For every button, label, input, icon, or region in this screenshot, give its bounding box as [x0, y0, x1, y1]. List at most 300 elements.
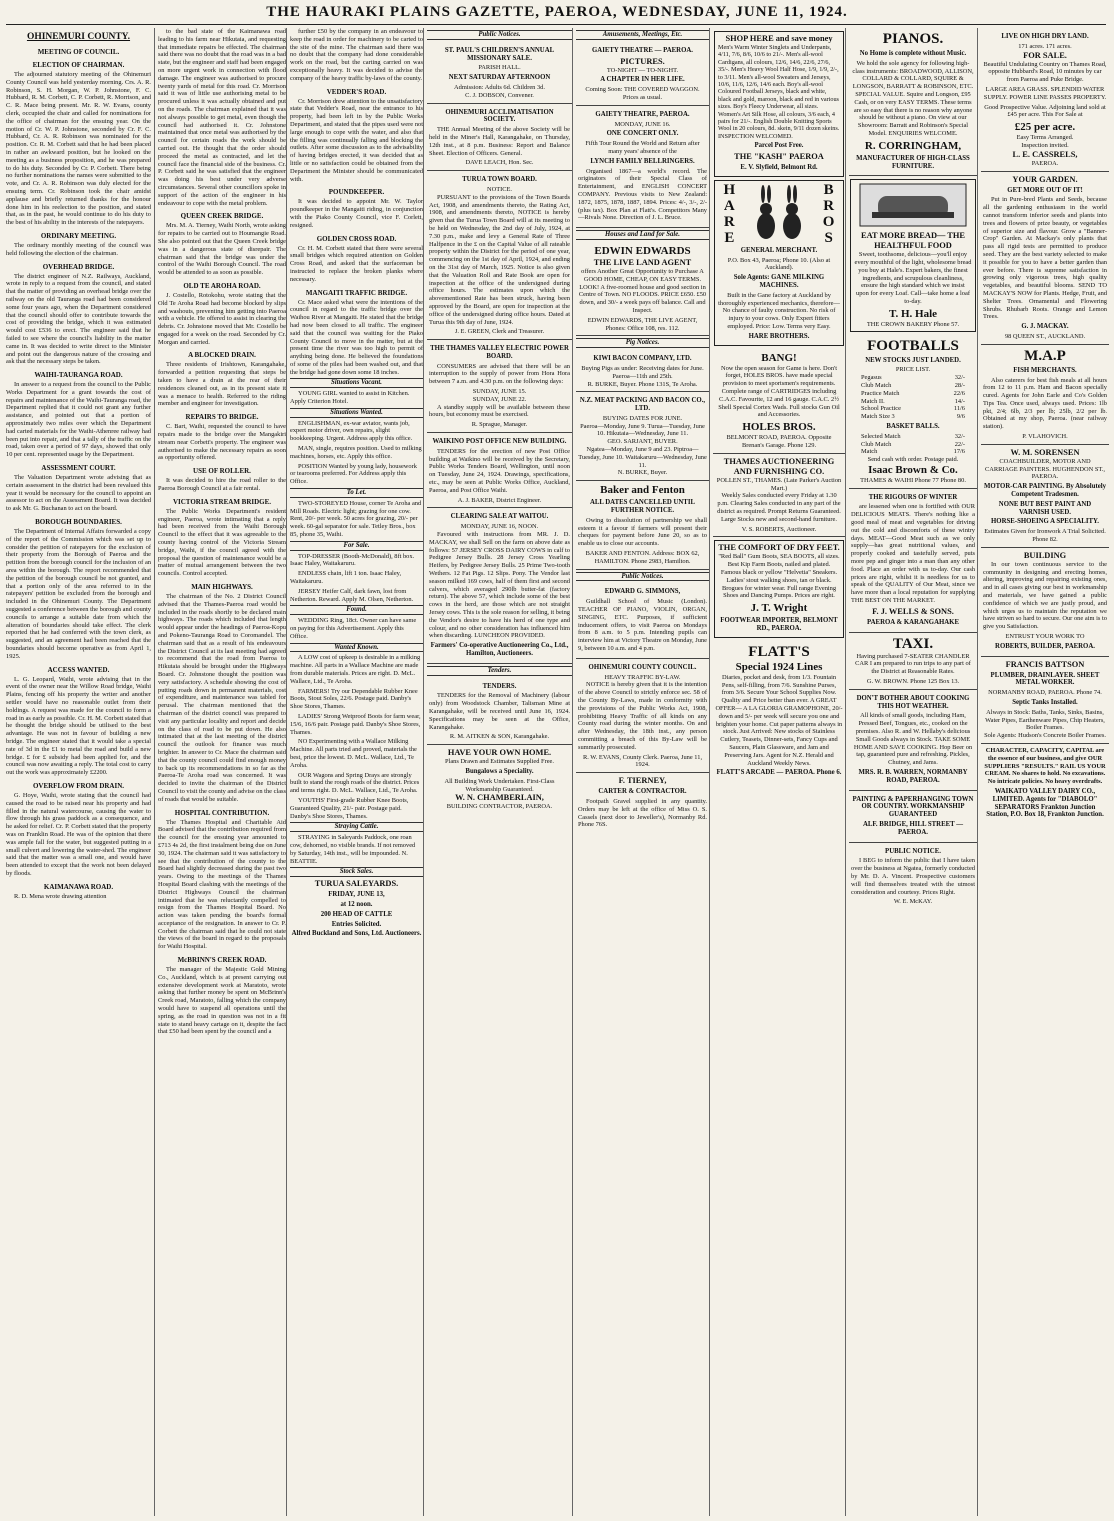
ad-text: CHARACTER, CAPACITY, CAPITAL are the essence of our business, and give OUR SUPPLIERS "RESULTS." RAIL US YOUR CREAM. No shares to hold. No excavations. No intricate policies. No heavy overdrafts.	[984, 746, 1106, 786]
ad-title: ST. PAUL'S CHILDREN'S ANNUAL MISSIONARY SALE.	[444, 46, 555, 62]
ad-text: Now the open season for Game is here. Don't forget, HOLES BROS. have made special provision to meet sportsmen's requirements. Complete range of CARTRIDGES including C.A.C. Favourite, 12 and 16 gauge. C.A.C. 2½ Shell Special Cortex Wads. Full stocks Gun Oil and Accessories.	[718, 364, 840, 419]
masthead: THE HAURAKI PLAINS GAZETTE, PAEROA, WEDNESDAY, JUNE 11, 1924.	[266, 4, 848, 20]
price-item: School Practice	[861, 405, 901, 413]
ad-text: Ngatea—Monday, June 9 and 23. Piptroa—Tuesday, June 10. Waitakaruru—Wednesday, June 11.	[578, 446, 707, 469]
price-value: 17/6	[953, 448, 965, 456]
ad-signature: PAEROA & KARANGAHAKE	[866, 618, 959, 626]
classified-heading: Public Notices.	[576, 572, 709, 582]
ad-title: W. M. SORENSEN	[1010, 447, 1080, 457]
ad-text: TENDERS for the Removal of Machinery (labour only) from Woodstock Chamber, Talisman Mine at Karangahake, will be received until June 16, 1924. Specifications may be seen at the Office, Karangahake.	[429, 692, 570, 731]
logo-letter: O	[822, 213, 835, 230]
ad-nz-meat	[576, 392, 709, 481]
bakery-illustration-icon	[858, 182, 968, 228]
column-8	[977, 28, 1109, 1516]
ad-title: YOUR GARDEN.	[1012, 174, 1078, 184]
ad-title: TENDERS.	[482, 682, 517, 690]
ad-signature: THAMES & WAIHI Phone 77 Phone 80.	[860, 476, 966, 484]
ad-text: PICTURES.	[620, 56, 665, 66]
ad-title: TURUA SALEYARDS.	[314, 879, 399, 889]
ad-signature: Alfred Buckland and Sons, Ltd. Auctioneers.	[291, 930, 422, 938]
ad-signature: FLATT'S ARCADE — PAEROA. Phone 6.	[716, 769, 842, 777]
classified-ad: TWO-STOREYED House, corner Te Aroha and Mill Roads. Electric light; grazing for one cow. Rent, 20/- per week. 50 acres for grazing, 20/- per week. 60-gal separator for sale. Tetley Bros., box 85, phone 35, Waihi.	[290, 499, 422, 539]
section-heading: ACCESS WANTED.	[47, 665, 110, 674]
ad-time: at 12 noon.	[340, 900, 373, 908]
section-heading: WAIHI-TAURANGA ROAD.	[34, 371, 123, 380]
ad-subtitle: POLLEN ST., THAMES. (Late Parker's Auction Mart.)	[716, 476, 842, 492]
ad-subtitle: BUYING DATES FOR JUNE.	[602, 414, 683, 422]
ad-subtitle: COACHBUILDER, MOTOR AND CARRIAGE PAINTERS. HUGHENDON ST., PAEROA.	[984, 457, 1105, 481]
ad-text: are lessened when one is fortified with OUR DELICIOUS MEATS. There's nothing like a good meal of meat and vegetables for driving out the cold and discomforts of these wintry days. MEAT—Good Meat such as we only supply—has great nutritional values, and properly cooked and tastefully served, puts more pep and ginger into a man than any other food. Place an order with us to-day. Our cash prices are right, whilst it is needless for us to speak of the QUALITY of Our Meat, since we have more than a local reputation for supplying THE BEST ON THE MARKET.	[851, 503, 975, 605]
ad-text: "Red Ball" Gum Boots, SEA BOOTS, all sizes. Best Kip Farm Boots, nailed and plated. Famous black or yellow "Helvetia" Sneakers. Ladies' stout walking shoes, tan or black. Brogues for winter wear. Full range Evening Shoes and Dancing Pumps. Prices are right.	[718, 553, 840, 600]
ad-name: Isaac Brown & Co.	[868, 463, 958, 476]
ad-signature: R. Sprague, Manager.	[471, 421, 528, 429]
classified-ad: ENGLISHMAN, ex-war aviator, wants job, expert motor driver, own repairs, slight bookkeeping. Urgent. Address apply this office.	[290, 419, 413, 443]
price-item: Match Size 3	[861, 413, 895, 421]
ad-name: W. N. CHAMBERLAIN,	[455, 793, 544, 803]
ad-corringham	[849, 28, 977, 176]
price-item: Practice Match	[861, 389, 900, 397]
logo-letter: R	[823, 197, 835, 214]
ad-subtitle: Special 1924 Lines	[735, 660, 823, 673]
section-heading: A BLOCKED DRAIN.	[188, 351, 256, 360]
ad-name: F. J. WELLS & SONS.	[872, 606, 954, 616]
ad-power-board	[427, 340, 572, 433]
price-value: 11/6	[953, 405, 965, 413]
ad-title: FLATT'S	[748, 643, 810, 660]
ad-baker-fenton	[576, 481, 709, 569]
section-heading: QUEEN CREEK BRIDGE.	[180, 212, 264, 221]
ad-title: OHINEMURI COUNTY COUNCIL.	[588, 663, 697, 671]
ad-text: Beautiful Undulating Country on Thames Road, opposite Hubbard's Road, 10 minutes by car from Paeroa and Puke Bridge.	[983, 60, 1107, 84]
ad-kiwi-bacon	[576, 350, 709, 392]
article-text: further £50 by the company in an endeavour to keep the road in order for machinery to be carted to the site of the mine. The chairman said there was no doubt that the company had done considerable work on the road, but the carting carried on was exceptionally heavy. It was decided to advise the company of the heavy traffic by-laws of the county.	[290, 28, 423, 82]
price-row	[851, 413, 975, 421]
ad-text: 171 acres. 171 acres.	[1018, 42, 1072, 50]
ad-signature: J. E. GREEN, Clerk and Treasurer.	[454, 328, 545, 336]
article-text: C. Bart, Waihi, requested the council to have repairs made to the bridge over the Mangakiri stream near Corbett's property. The engineer was authorised to make the necessary repairs as soon as opportunity offered.	[158, 423, 286, 462]
price-item: Selected Match	[861, 432, 901, 440]
price-row	[851, 390, 975, 398]
article-text: Cr. H. M. Corbett stated that there were several small bridges which required attention on Golden Cross Road, and asked that the surfaceman be instructed to replace the broken planks where necessary.	[290, 244, 423, 283]
ad-text: Paeroa—Monday, June 9. Turua—Tuesday, June 10. Hikutaia—Wednesday, June 11.	[580, 422, 705, 438]
ad-signature: R. M. AITKEN & SON, Karangahake.	[449, 733, 550, 741]
ad-title: HAVE YOUR OWN HOME.	[447, 748, 552, 758]
ad-date: MONDAY, JUNE 16, NOON.	[460, 523, 539, 531]
price-value: 22/6	[953, 389, 965, 397]
ad-text: Septic Tanks Installed.	[1012, 699, 1078, 706]
article-text: Mrs. M. A. Tierney, Waihi North, wrote asking for repairs to be carried out to Houmangie Road. She also pointed out that the Queen Creek bridge was in a dangerous state of disrepair. The chairman said that the bridge was under the control of the Waihi Borough Council. The road would be attended to as soon as possible.	[158, 222, 286, 277]
ad-jt-wright	[714, 540, 844, 637]
ad-signature: N. BURKE, Buyer.	[617, 469, 668, 477]
article-text: The Thames Hospital and Charitable Aid Board advised that the contribution required from the council for the ensuing year amounted to £713 4s 2d, the first instalment being due on June 30, 1924. The chairman said it was satisfactory to see that the contribution of the county to the Board had slightly decreased during the past two years. Owing to the meetings of the Thames Hospital Board clashing with the meetings of the District Highways Council the chairman intimated that he was reluctantly compelled to resign from the Thames Hospital Board. No action was taken pending the board's formal acceptance of the resignation. In answer to Cr. P. Corbett the chairman said that he could not state the views of the board in regard to the proposals for Waihi Hospital.	[158, 818, 286, 951]
ad-text: NEXT SATURDAY AFTERNOON	[448, 74, 551, 82]
classified-heading: Stock Sales.	[290, 867, 423, 877]
ad-title: DON'T BOTHER ABOUT COOKING THIS HOT WEATHER.	[856, 694, 970, 710]
section-heading: MAIN HIGHWAYS.	[191, 583, 253, 592]
classified-heading: Situations Vacant.	[290, 378, 423, 388]
ad-battson	[981, 657, 1109, 744]
ad-subtitle: CARTER & CONTRACTOR.	[598, 788, 687, 796]
ad-text: offers Another Great Opportunity to Purchase A GOOD HOME, CHEAP, ON EASY TERMS. LOOK! A five-roomed house and good section in Centre of Town. NO FLOODS. PRICE £650. £50 down, and 30/- a week pays off balance. Call and Inspect.	[578, 267, 707, 314]
ad-title: M.A.P	[1024, 347, 1066, 364]
ad-text: All Building Work Undertaken. First-Class Workmanship Guaranteed.	[444, 777, 555, 793]
article-title: OHINEMURI COUNTY.	[26, 32, 131, 42]
logo-letters-right	[821, 182, 837, 246]
article-text: Three residents of Irishtown, Karangahake, forwarded a petition requesting that steps be taken to have a drain at the rear of their residences cleaned out, as in its present state it was a menace to health. Referred to the riding member and engineer for investigation.	[158, 361, 286, 408]
ad-date: SUNDAY, JUNE 15.	[472, 388, 527, 396]
ad-date: MONDAY, JUNE 16.	[614, 120, 671, 128]
ad-subtitle: PLUMBER, DRAINLAYER. SHEET METAL WORKER.	[990, 671, 1100, 687]
section-heading: GOLDEN CROSS ROAD.	[316, 234, 397, 243]
ad-signature: EDWIN EDWARDS, THE LIVE AGENT, Phones: Office 108, res. 112.	[587, 316, 698, 332]
ad-date: SUNDAY, JUNE 22.	[472, 395, 527, 403]
article-text: The manager of the Majestic Gold Mining Co., Auckland, which is at present carrying out extensive development work at Maratoto, wrote asking that further money be spent on McBrinn's Creek road, Maratoto, falling which the company would have to suspend all operations until the spring, as the road in question was not in a fit state to stand heavy cartage on it, despite the fact that £50 had been spent by the council and a	[158, 966, 286, 1036]
ad-text: Send cash with order. Postage paid.	[867, 456, 959, 464]
article-text: L. G. Leopard, Waihi, wrote advising that in the event of the owner near the Willow Road bridge, Waihi Plains, fencing off his property the writer and another settler would have no reasonable outlet from their holdings. A request was made for the council to form a road in as early as possible. Cr. H. M. Corbett stated that he thought the bridge should be utilised to the best advantage. He was not in favour of building a new bridge. The engineer stated that it would take a special rate of 3d in the £1 to metal the road and build a new bridge. £ for £ subsidy had been applied for, and the council was now awaiting a reply. The total cost to carry out the work was approximately £2200.	[6, 675, 151, 777]
ad-text: NONE BUT BEST PAINT AND VARNISH USED.	[998, 500, 1092, 516]
article-text: The ordinary monthly meeting of the council was held following the election of the chairman.	[6, 241, 151, 257]
ad-title: BANG!	[761, 351, 797, 364]
article-subtitle: MEETING OF COUNCIL.	[37, 48, 120, 56]
ad-signature: FOOTWEAR IMPORTER, BELMONT RD., PAEROA.	[720, 617, 838, 632]
ad-title: Baker and Fenton	[600, 484, 685, 497]
ad-signature: A. J. BAKER, District Engineer.	[457, 496, 542, 504]
section-heading: HOSPITAL CONTRIBUTION.	[174, 808, 270, 817]
classified-ad: POSITION Wanted by young lady, housework or tearooms preferred. For Address apply this Office.	[290, 462, 417, 486]
article-text: Cr. Morrison drew attention to the unsatisfactory state that Vedder's Road, near the entrance to his property, had been left in by the Public Works Department, and stated that the pipes used were not large enough to cope with the water, and also that the filling was continually falling and blocking the outlets. After some discussion as to the advisability of having bridges erected, it was decided that as little or no satisfaction could be obtained from the Department the Minister should be communicated with.	[290, 97, 423, 183]
ad-text: Built in the Gane factory at Auckland by thoroughly experienced mechanics, therefore—No chance of faulty construction. No risk of injury to your cows. Only Expert fitters employed. Price: Low. Terms very Easy.	[718, 291, 840, 331]
ad-turua-town-board	[427, 171, 572, 340]
ad-title: THE THAMES VALLEY ELECTRIC POWER BOARD.	[430, 345, 569, 360]
ad-text: In our town continuous service to the community in designing and erecting homes, altering, improving and repairing existing ones, and in all cases giving our best in workmanship and materials, we have gained a public confidence of which we are justly proud, and which urges us to maintain the reputation we have striven so hard to secure. Our one aim is to give you Satisfaction.	[983, 560, 1107, 631]
ad-date: FRIDAY, JUNE 13,	[328, 891, 385, 899]
logo-letter: S	[824, 229, 833, 246]
price-row	[851, 448, 975, 456]
ad-text: NORMANBY ROAD, PAEROA. Phone 74.	[988, 689, 1102, 697]
ad-text: Buying Pigs as under: Receiving dates for June. Paeroa—11th and 25th.	[581, 364, 704, 380]
article-text: The Department of Internal Affairs forwarded a copy of the report of the Commission which was set up to consider the petition of ratepayers for the exclusion of their property from the Borough of Paeroa and the petition from the borough council for the inclusion of an area within the borough. The report recommended that the petition of the borough council be not granted, and that a portion only of the area referred to in the ratepayers' petition be excluded from the borough and included in the Ohinemuri County. The Department suggested a conference between the borough and county councils to arrange a suitable date from which the alteration of boundaries should take effect. The clerk reported that he had conferred with the town clerk, as suggested, and an agreement had been reached that the boundaries should become operative as from April 1, 1925.	[6, 528, 151, 660]
ad-text: PURSUANT to the provisions of the Town Boards Act, 1908, and amendments thereto, the Rating Act, 1908, and amendments thereto, NOTICE is hereby given that the Turua Town Board will at its meeting to be held on Wednesday, the 2nd day of July, 1924, at 7.30 p.m., make and levy a General Rate of Three Halfpence in the £ on the Capital Value of all rateable property within the District for the period of one year, commencing on the 1st day of April, 1924, and ending on the 31st day of March, 1925. Notice is also given that the Valuation Roll and Rate Book are open for inspection at the office of the undersigned during office hours. The estimates upon which the abovementioned Rate has been struck, having been approved by the Board, are open for inspection at the office of the undersigned during office hours. Dated at Turua this 9th day of June, 1924.	[429, 193, 570, 326]
ad-title: F. TIERNEY,	[618, 776, 667, 786]
ad-text: Admission: Adults 6d. Children 3d.	[454, 83, 545, 91]
ad-signature: C. J. DOBSON, Convener.	[465, 91, 534, 99]
ad-signature: MRS. R. B. WARREN, NORMANBY ROAD, PAEROA.	[858, 769, 968, 784]
ad-signature: P. VLAHOVICH.	[1022, 433, 1068, 441]
price-item: Club Match	[861, 440, 892, 448]
ad-title: THE RIGOURS OF WINTER	[868, 493, 958, 501]
ad-text: Diaries, pocket and desk, from 1/3. Fountain Pens, self-filling, from 7/6. Sunshine Purses, from 3/6. Secure Your School Supplies Now. Quality and Price better than ever. A GREAT OFFER— A LA GLORIA GRAMOPHONE, 20/- down and 5/- per week will secure you one and brighten your home. Cut paper patterns always in stock. Just Arrived: New stocks of Stainless Cutlery, Teasets, Dinner-sets, Fancy Cups and Saucers, Plain Glassware, and Jam and Preserving Jars. Agent for N.Z. Herald and Auckland Weekly News.	[715, 673, 843, 767]
ad-mackay-garden	[981, 172, 1109, 345]
ad-signature: W. E. McKAY.	[893, 898, 933, 906]
ad-text: Put in Pure-bred Plants and Seeds, because all the gardening enthusiasm in the world cannot transform inferior seeds and plants into trees and flowers of prize beauty, or vegetables of superior size and flavour. Grow a "Banner-Crop" Garden. At Mackay's only plants that pass all rigid tests are permitted to produce seed. They are the best variety selected to make it possible for you to have a better garden than ever before. There is supreme satisfaction in growing only vigorous trees, high quality vegetables, and beautiful blooms. SEND TO MACKAY'S NOW for Plants. Hedge, Fruit, and Shelter Trees. Ornamental and Flowering Shrubs. Rhubarb Roots. Orange and Lemon Trees.	[983, 196, 1107, 321]
ad-text: A CHAPTER IN HER LIFE.	[600, 76, 685, 84]
ad-text: Parcel Post Free.	[754, 142, 804, 150]
ad-signature: R. W. EVANS, County Clerk. Paeroa, June 11, 1924.	[582, 753, 703, 769]
classified-heading: Wanted Known.	[290, 643, 423, 653]
ad-title: PUBLIC NOTICE.	[885, 847, 941, 855]
classified-ad: WEDDING Ring, 18ct. Owner can have same on paying for this Advertisement. Apply this Office.	[290, 617, 417, 640]
ad-name: R. CORRINGHAM,	[864, 139, 962, 152]
ad-text: Inspection invited.	[1021, 141, 1069, 149]
ad-subtitle: NEW STOCKS JUST LANDED.	[865, 356, 961, 364]
column-1	[6, 28, 151, 1516]
classified-heading: Tenders.	[427, 666, 572, 676]
section-heading: OVERHEAD BRIDGE.	[42, 262, 115, 271]
ad-text: Owing to dissolution of partnership we shall esteem it a favour if farmers will present their cheques for payment before June 20, so as to enable us to close our accounts.	[578, 516, 707, 548]
ad-title: THE COMFORT OF DRY FEET.	[718, 543, 840, 553]
ad-roberts-builder	[981, 548, 1109, 657]
ad-title: EDWIN EDWARDS	[594, 244, 691, 257]
ad-text: P.O. Box 43, Paeroa; Phone 10. (Also at Auckland).	[727, 256, 831, 272]
classified-heading: Houses and Land for Sale.	[576, 230, 709, 240]
ad-holes-bros	[713, 349, 845, 454]
article-text: The chairman of the No. 2 District Council advised that the Thames-Paeroa road would be included in the roads shortly to be declared main highways. The roads which included that length would appear under the headings of Paeroa-Kopu and Pokeno-Tauranga Road to Coromandel. The chairman said that as a result of his endeavours the District Council at its last meeting had agreed to recommend that the road from Paeroa to Hikutaia should be brought under the Highways Board. Cr. Johnstone thought the position was very satisfactory. A schedule showing the cost of putting roads down in permanent materials, cost of expenditure, and maintenance was tabled for perusal. The chairman mentioned that the chairman of the district council was prepared to visit any particular locality and report and decide on the class of road to be put down. He also intimated that at the last meeting of the district council the outlook for finance was much brighter. In answer to Cr. Mace the chairman said that the county council could find enough money to back up its recommendations in so far as the Paeroa-Te Aroha road was concerned. It was decided to invite the chairman of the District Council to visit the county and advise on the class of roads that would be suitable.	[158, 593, 286, 803]
article-text: The Valuation Department wrote advising that as certain assessment in the district had been revalued this year it would be necessary for the council to appoint an assessor to act on the Assessment Board. It was decided to ask Mr. G. Buchanan to act on the board.	[6, 474, 151, 513]
section-heading: ASSESSMENT COURT.	[41, 464, 116, 473]
price-value: 32/-	[954, 432, 965, 440]
section-heading: POUNDKEEPER.	[328, 188, 385, 197]
ad-text: Also caterers for best fish meals at all hours from 12 to 11 p.m. Ham and Bacon specially cured. Agents for John Earle and Co's Golden Tips Tea. Once used, always used. Prices: 1lb pkt, 2/4; 6lb, 2/3 per lb; 25lb, 2/2 per lb. Obtained at my shop, Paeroa. (near railway station).	[983, 376, 1107, 431]
ad-alf-bridge	[849, 791, 977, 843]
classified-ad: A LOW cost of upkeep is desirable in a milking machine. All parts in a Wallace Machine are made from durable materials. Prices are right. D. McL. Wallace, Ltd., Te Aroha.	[290, 654, 421, 685]
ad-title: EAT MORE BREAD— THE HEALTHFUL FOOD	[860, 231, 965, 251]
ad-text: Good Prospective Value. Adjoining land sold at £45 per acre. This For Sale at	[984, 103, 1106, 119]
ad-subtitle: HEAVY TRAFFIC BY-LAW.	[604, 673, 681, 681]
section-heading: REPAIRS TO BRIDGE.	[185, 413, 259, 422]
ad-text: TO-NIGHT — TO-NIGHT.	[606, 66, 679, 74]
ad-text: A standby supply will be available between these hours, but economy must be exercised.	[429, 403, 570, 419]
ad-text: PARISH HALL.	[478, 64, 521, 72]
ad-heavy-traffic	[576, 659, 709, 773]
ad-text: Prices as usual.	[622, 93, 663, 101]
ad-thames-auctioneering	[713, 454, 845, 538]
ad-clearing-sale	[427, 508, 572, 663]
article-text: G. Hoye, Waihi, wrote stating that the council had caused the road to be raised near his property and had filled in the natural watercourse, causing the water to flow through his grass paddock as a consequence, and he asked for relief. Cr. P. Corbett stated that the property was on Franklin Road. He was of the opinion that there was ample fall for the water, but suggested putting in a small culvert and lowering the water-shed. The engineer said that the matter was a small one, and would have been attended to except that the work not been delayed by floods.	[6, 791, 151, 877]
article-text: In answer to a request from the council to the Public Works Department for a grant towards the cost of repairs and maintenance of the Waihi-Tauranga road, the Department replied that it could not grant any further assistance, and pointed out that a portion of approximately two miles over which the Department had carted materials for the Waihi-Athenree railway had been put into repair, and that a tally of the traffic on the road, taken over a period of 97 days, showed that only 10 per cent. represented usage by the Department.	[6, 381, 151, 459]
classified-ad: YOUNG GIRL wanted to assist in Kitchen. Apply Criterion Hotel.	[290, 390, 410, 406]
ad-signature: E. V. Slyfield, Belmont Rd.	[740, 164, 818, 172]
price-row	[851, 398, 975, 406]
ad-signature: BELMONT ROAD, PAEROA. Opposite Brenan's Garage. Phone 129.	[726, 434, 832, 450]
ad-name: G. J. MACKAY.	[1021, 323, 1069, 331]
ad-name: J. T. Wright	[750, 602, 808, 615]
ad-signature: GEO. SARJANT, BUYER.	[607, 438, 678, 446]
article-text: The district engineer of N.Z. Railways, Auckland, wrote in reply to a request from the council, and stated that the matter of providing an overhead bridge over the railway on the old Tauranga road had been considered some four years ago, when the Department considered that the council should offer to contribute towards the cost of providing the bridge, which it was estimated would cost £536 to erect. The engineer said that he failed to see where the council's liability in the matter came in. It was decided to write direct to the Minister and point out the dangerous nature of the crossing and ask that the necessary steps be taken.	[6, 272, 151, 366]
ad-signature: BAKER AND FENTON. Address: BOX 62, HAMILTON. Phone 2983, Hamilton.	[585, 550, 700, 565]
ad-text: CONSUMERS are advised that there will be an interruption to the supply of power from Hora Hora between 7 a.m. and 4.30 p.m. on the following days:	[429, 362, 570, 386]
ad-hale-bakery	[850, 179, 976, 331]
ad-name: T. H. Hale	[888, 307, 938, 320]
ad-map-fish	[981, 345, 1109, 445]
ad-title: N.Z. MEAT PACKING AND BACON CO., LTD.	[579, 397, 706, 413]
classified-heading: Public Notices.	[427, 30, 572, 40]
classified-ad: STRAYING in Saleyards Paddock, one roan cow, dehorned, no visible brands. If not removed by Saturday, 14th inst., will be impounded. N. BEATTIE.	[290, 834, 416, 865]
ad-text: THE Annual Meeting of the above Society will be held in the Miner's Hall, Karangahake, on Thursday, 12th inst., at 8 p.m. Business: Report and Balance Sheet. Election of Officers. General.	[429, 126, 570, 157]
article-text: The Public Works Department's resident engineer, Paeroa, wrote intimating that a reply had been received from the Waihi Borough Council to the effect that it was agreeable to the county having control of the Victoria Stream bridge, Waihi, if the council agreed with the proposal the question of maintenance would be a matter of mutual arrangement between the two councils. Control accepted.	[158, 507, 286, 578]
ad-signature: BUILDING CONTRACTOR, PAEROA.	[446, 803, 553, 811]
section-heading: OVERFLOW FROM DRAIN.	[32, 781, 125, 790]
ad-text: LYNCH FAMILY BELLRINGERS.	[590, 157, 695, 165]
ad-simmons	[576, 583, 709, 658]
ad-subtitle: GENERAL MERCHANT.	[740, 246, 818, 254]
ad-name: THE "KASH" PAEROA	[734, 152, 824, 162]
classified-heading: Situations Wanted.	[290, 408, 423, 418]
ad-gaiety-theatre	[576, 42, 709, 106]
logo-letters-left	[721, 182, 737, 246]
ad-title: TURUA TOWN BOARD.	[462, 176, 537, 184]
ad-title: GAIETY THEATRE — PAEROA.	[592, 46, 693, 54]
classified-heading: Found.	[290, 605, 423, 615]
ad-title: FOOTBALLS	[867, 337, 959, 354]
ad-title: FRANCIS BATTSON	[1005, 659, 1085, 669]
logo-letter: H	[723, 181, 736, 198]
ad-text: Fifth Tour Round the World and Return after many years' absence of the	[585, 140, 700, 155]
ad-land-for-sale	[981, 28, 1109, 172]
classified-heading: Amusements, Meetings, Etc.	[576, 30, 709, 40]
ad-edwin-edwards	[576, 242, 709, 336]
ad-subtitle: ALL DATES CANCELLED UNTIL FURTHER NOTICE.	[589, 499, 696, 515]
masthead-rule	[6, 24, 1106, 25]
column-5	[572, 28, 709, 1516]
ad-text: Estimates Given for Ironwork A Trial Solicited. Phone 82.	[984, 528, 1106, 544]
ad-signature: DAVE LEACH, Hon. Sec.	[465, 159, 534, 167]
ad-text: Having purchased 7-SEATER CHANDLER CAR I am prepared to run trips to any part of the District at Reasonable Rates.	[855, 652, 971, 676]
column-2	[154, 28, 286, 1516]
ad-text: HORSE-SHOEING A SPECIALITY.	[991, 518, 1099, 526]
article-text: It was decided to hire the road roller to the Paeroa Borough Council at a fair rental.	[158, 477, 286, 493]
price-item: Match	[861, 448, 878, 456]
ad-name: L. E. CASSRELS,	[1012, 149, 1078, 159]
price-item: Club Match	[861, 381, 892, 389]
ad-own-home	[427, 745, 572, 814]
ad-signature: G. W. BROWN. Phone 125 Box 13.	[866, 678, 960, 686]
price-value: 9/6	[956, 413, 965, 421]
ad-text: TENDERS for the erection of new Post Office building at Waikino will be received by the Secretary, Public Works Tenders Board, Wellington, until noon on Tuesday, June 24, 1924. Drawings, specifications, etc., may be seen at Public Works Office, Auckland, Paeroa, and Post Office Waihi.	[429, 447, 570, 494]
ad-title: GAIETY THEATRE, PAEROA.	[595, 110, 690, 118]
section-heading: ELECTION OF CHAIRMAN.	[32, 61, 125, 69]
ad-hare-bros	[714, 180, 844, 346]
price-item: Pegasus	[861, 374, 882, 382]
ad-waikato-dairy	[981, 744, 1109, 824]
section-heading: OLD TE AROHA ROAD.	[183, 281, 261, 290]
price-row	[851, 374, 975, 382]
price-row	[851, 441, 975, 449]
logo-letter: A	[723, 197, 735, 214]
classified-heading: For Sale.	[290, 541, 423, 551]
ad-title: SHOP HERE and save money	[725, 34, 833, 43]
ad-text: Guildhall School of Music (London). TEACHER OF PIANO, VIOLIN, ORGAN, SINGING, ETC. Purposes, if sufficient inducement offers, to visit Paeroa on Mondays from 8 a.m. to 5 p.m. Intending pupils can interview him at Victory Theatre on Monday, June 9, between 10 a.m. and 4 p.m.	[578, 598, 707, 653]
price-row	[851, 433, 975, 441]
ad-subtitle: No Home is complete without Music.	[859, 50, 967, 57]
price-value: 32/-	[954, 374, 965, 382]
ad-signature: R. BURKE, Buyer. Phone 131S, Te Aroha.	[587, 380, 698, 388]
column-4	[423, 28, 572, 1516]
ad-text: Bungalows a Speciality.	[465, 767, 534, 775]
price-value: 22/-	[954, 440, 965, 448]
ad-signature: HARE BROTHERS.	[748, 332, 810, 340]
ad-signature: THE CROWN BAKERY Phone 57.	[866, 320, 960, 328]
ad-tenders	[427, 678, 572, 746]
ad-subtitle: THE LIVE LAND AGENT	[593, 257, 692, 267]
classified-ad: ENDLESS chain, lift 1 ton. Isaac Haley, Waitakaruru.	[290, 570, 402, 586]
ad-subtitle: BASKET BALLS.	[886, 422, 940, 430]
ad-the-kash	[714, 31, 844, 177]
ad-text: ONE CONCERT ONLY.	[606, 130, 679, 138]
classified-ad: TOP-DRESSER (Booth-McDonald), 8ft box. Isaac Haley, Waitakaruru.	[290, 552, 415, 568]
ad-waikino-post-office	[427, 433, 572, 508]
ad-text: Coming Soon: THE COVERED WAGGON.	[585, 86, 700, 94]
section-heading: ORDINARY MEETING.	[40, 231, 117, 240]
classified-ad: YOUTHS' First-grade Rubber Knee Boots, Guaranteed Quality, 21/- pair. Postage paid. Danby's Shoe Stores, Thames.	[290, 796, 409, 820]
section-heading: VICTORIA STREAM BRIDGE.	[172, 497, 272, 506]
ad-mckay-notice	[849, 843, 977, 910]
ad-text: MOTOR-CAR PAINTING. By Absolutely Competent Tradesmen.	[983, 483, 1107, 499]
ad-signature: ALF. BRIDGE, HILL STREET — PAEROA.	[862, 820, 964, 836]
ad-signature: WAIKATO VALLEY DAIRY CO., LIMITED. Agents for "DIABOLO" SEPARATORS Frankton Junction Station, P.O. Box 18, Frankton Junction.	[986, 787, 1104, 819]
classified-heading: Pig Notices.	[576, 338, 709, 348]
ad-text: 200 HEAD OF CATTLE	[320, 910, 393, 918]
ad-title: OHINEMURI ACCLIMATISATION SOCIETY.	[445, 108, 554, 124]
ad-title: EDWARD G. SIMMONS,	[604, 588, 681, 596]
ad-text: Footpath Gravel supplied in any quantity. Orders may be left at the office of Miss O. S. Cassels (next door to Jeweller's), Normanby Rd. Phone 76S.	[578, 797, 707, 829]
price-row	[851, 382, 975, 390]
price-list	[851, 374, 975, 421]
ad-signature: 98 QUEEN ST., AUCKLAND.	[1004, 332, 1086, 340]
ad-title: WAIKINO POST OFFICE NEW BUILDING.	[432, 438, 567, 446]
ad-text: Sole Agents: GANE MILKING MACHINES.	[733, 274, 825, 290]
column-7	[845, 28, 977, 1516]
ad-title: BUILDING	[1023, 550, 1067, 560]
ad-wells-meats	[849, 489, 977, 633]
column-6	[709, 28, 845, 1516]
ad-text: Sweet, toothsome, delicious—you'll enjoy every mouthful of the light, wholesome bread you buy at Hale's. Expert bakers, the finest ingredients, and scrupulous cleanliness, ensure the high standard which we insist upon for every Loaf. Call—take home a loaf to-day.	[854, 251, 972, 305]
price-value: 28/-	[954, 381, 965, 389]
ad-signature: V. S. ROBERTS, Auctioneer.	[741, 525, 817, 533]
ad-sorensen	[981, 445, 1109, 548]
ad-title: PAINTING & PAPERHANGING TOWN OR COUNTRY. WORKMANSHIP GUARANTEED	[852, 795, 974, 819]
ad-text: LARGE AREA GRASS. SPLENDID WATER SUPPLY. POWER LINE PASSES PROPERTY.	[983, 85, 1107, 101]
ad-footballs	[849, 335, 977, 489]
article-text: J. Costello, Rotokohu, wrote stating that the Old Te Aroha Road had become blocked by slips and washouts, preventing him getting into Paeroa with a vehicle. He offered to assist in clearing the debris. Cr. Johnstone moved that Mr. Costello be engaged for a week on the road. Seconded by Cr. Morgan and carried.	[158, 291, 286, 346]
ad-tierney	[576, 773, 709, 834]
ad-text: We hold the sole agency for following high-class instruments: BROADWOOD, ALLISON, COLLARD & COLLARD, SQUIRE & LONGSON, BARRATT & ROBINSON, ETC. SPECIAL VALUE. Squire and Longson, £95 Cash, or on very EASY TERMS. These terms are so easy that there is no reason why anyone should be without a piano. On view at our Showroom: Barratt and Robinson's Special Model. ENQUIRIES WELCOME.	[852, 59, 974, 137]
price-list	[851, 433, 975, 456]
section-heading: VEDDER'S ROAD.	[326, 87, 387, 96]
classified-ad: FARMERS! Try our Dependable Rubber Knee Boots, Stout Soles, 22/6. Postage paid. Danby's Shoe Stores, Thames.	[290, 687, 418, 711]
ad-title: TAXI.	[892, 635, 934, 652]
article-text: It was decided to appoint Mr. W. Taylor poundkeeper in the Mangaiti riding, in conjunction with the Piako County Council, vice F. Corlett, resigned.	[290, 198, 423, 229]
ad-signature: ROBERTS, BUILDER, PAEROA.	[995, 642, 1095, 650]
logo-letter: B	[823, 181, 834, 198]
ad-text: Entries Solicited.	[331, 920, 382, 928]
classified-ad: JERSEY Heifer Calf, dark fawn, lost from Netherton. Reward. Apply M. Olsen, Netherton.	[290, 587, 414, 603]
ad-subtitle: FOR SALE.	[1023, 50, 1067, 60]
ad-text: All kinds of small goods, including Ham, Pressed Beef, Tongues, etc., cooked on the premises. Also R. and W. Hellaby's delicious Small Goods always in Stock. TAKE SOME HOME AND SAVE COOKING. Hop Beer on tap, guaranteed pure and refreshing. Pickles, Chutney, and Jams.	[853, 712, 973, 767]
logo-letter: R	[723, 213, 735, 230]
section-heading: MANGAITI TRAFFIC BRIDGE.	[305, 288, 408, 297]
classified-heading: Straying Cattle.	[290, 822, 423, 832]
rabbits-icon	[744, 184, 814, 244]
classified-ad: MAN, single, requires position. Used to milking machines, horses, etc. Apply this office.	[290, 445, 422, 460]
article-text: R. D. Mena wrote drawing attention	[14, 892, 107, 900]
classified-ad: NO Experimenting with a Wallace Milking Machine. All parts tried and proved, materials the best, price the lowest. D. McL. Wallace, Ltd., Te Aroha.	[290, 738, 417, 769]
ad-title: LIVE ON HIGH DRY LAND.	[1001, 33, 1089, 40]
ad-bellringers	[576, 106, 709, 228]
ad-subtitle: FISH MERCHANTS.	[1013, 366, 1077, 374]
classified-heading: To Let.	[290, 488, 423, 498]
ad-text: Sole Agents: Hudson's Concrete Boiler Frames.	[984, 732, 1106, 740]
price-row	[851, 405, 975, 413]
